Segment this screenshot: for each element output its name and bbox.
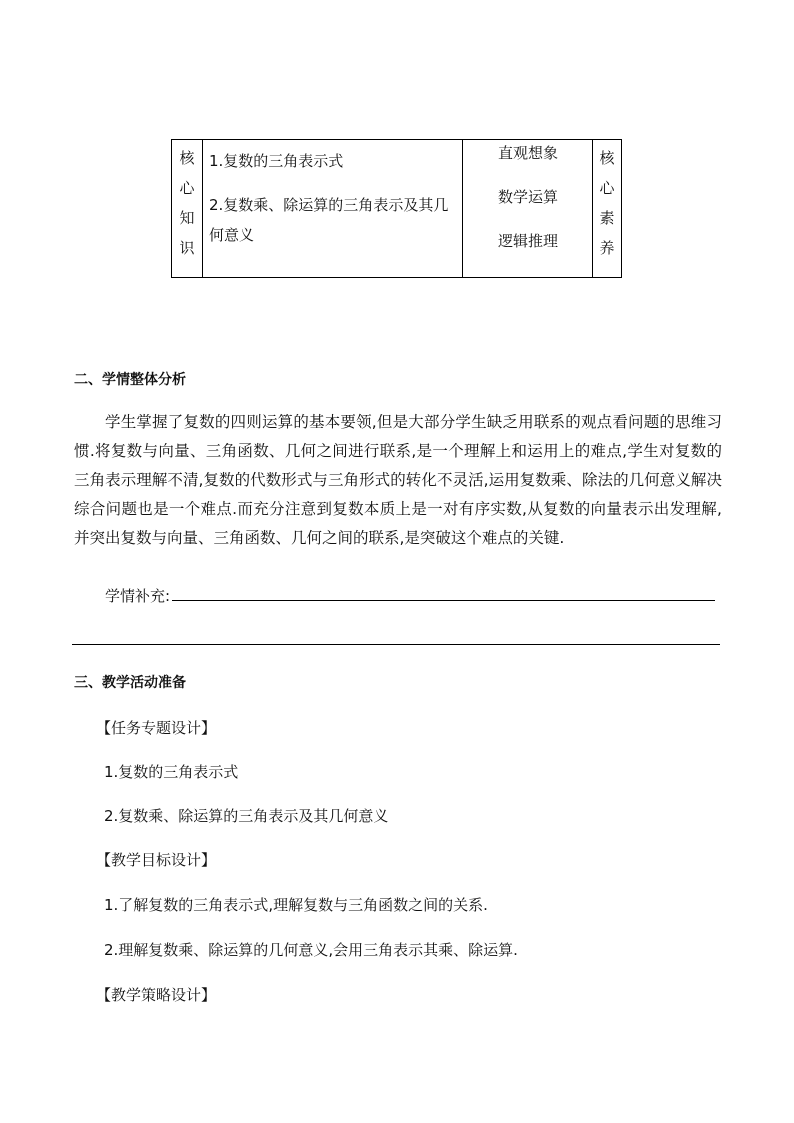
supplement-fill-line [72,644,720,645]
core-knowledge-header: 核 心 知 识 [179,149,195,257]
subsection-heading: 【教学策略设计】 [96,986,217,1004]
subsection-heading: 【教学目标设计】 [96,851,217,869]
core-table [171,139,622,278]
analysis-paragraph: 学生掌握了复数的四则运算的基本要领,但是大部分学生缺乏用联系的观点看问题的思维习惯.将复数与向量、三角函数、几何之间进行联系,是一个理解上和运用上的难点,学生对复数的三角表示理解不清,复数的代数形式与三角形式的转化不灵活,运用复数乘、除法的几何意义解决综合问题也是一个难点.而充分注意到复数本质上是一对有序实数,从复数的向量表示出发理解,并突出复数与向量、三角函数、几何之间的联系,是突破这个难点的关键. [74,413,722,547]
list-item: 1.复数的三角表示式 [104,763,239,781]
supplement-label: 学情补充: [105,587,171,605]
list-item: 1.了解复数的三角表示式,理解复数与三角函数之间的关系. [104,896,488,914]
supplement-fill-line [172,600,715,601]
core-literacy-header: 核 心 素 养 [599,149,615,257]
literacy-item: 数学运算 [497,188,558,206]
knowledge-item: 2.复数乘、除运算的三角表示及其几何意义 [209,196,449,244]
literacy-item: 逻辑推理 [497,232,558,250]
subsection-heading: 【任务专题设计】 [96,719,217,737]
list-item: 2.复数乘、除运算的三角表示及其几何意义 [104,807,389,825]
list-item: 2.理解复数乘、除运算的几何意义,会用三角表示其乘、除运算. [104,941,518,959]
literacy-item: 直观想象 [497,144,558,162]
knowledge-item: 1.复数的三角表示式 [209,152,344,170]
table-divider [202,140,203,277]
section-heading: 二、学情整体分析 [74,372,186,388]
section-heading: 三、教学活动准备 [74,675,186,691]
